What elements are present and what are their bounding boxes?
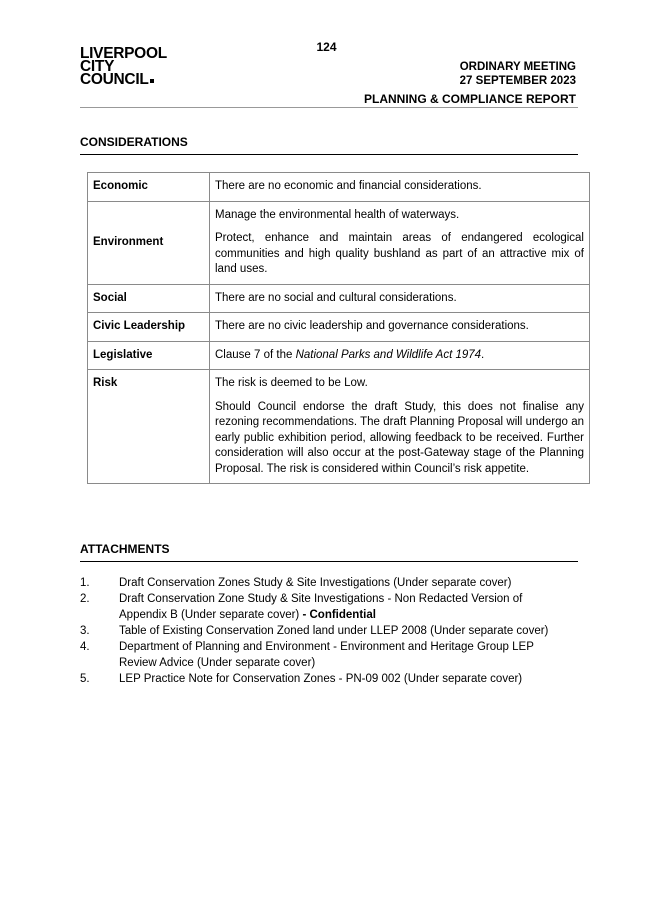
table-row [88, 201, 590, 284]
row-value [210, 370, 590, 484]
considerations-table [87, 172, 590, 484]
row-paragraph: Should Council endorse the draft Study, this does not finalise any rezoning recommendations. The draft Planning Proposal will undergo an early public exhibition period, allowing feedback to be received. Further consideration will also occur at the post-Gateway stage of the Planning Proposal. The risk is considered within Council’s risk appetite. [215, 400, 584, 475]
report-header [364, 60, 576, 106]
row-value [210, 284, 590, 313]
attachments-heading: ATTACHMENTS [80, 542, 578, 562]
item-number: 1. [80, 577, 90, 589]
row-label: Social [88, 284, 210, 313]
table-row [88, 341, 590, 370]
table-row [88, 370, 590, 484]
row-paragraph: Protect, enhance and maintain areas of endangered ecological communities and high quality bushland as part of an attractive mix of land uses. [215, 232, 584, 275]
row-paragraph: The risk is deemed to be Low. [215, 377, 368, 389]
logo-line-3: COUNCIL [80, 71, 149, 88]
row-value [210, 313, 590, 342]
list-item [80, 575, 570, 591]
row-value [210, 201, 590, 284]
table-row [88, 173, 590, 202]
row-label: Risk [88, 370, 210, 484]
row-label: Environment [88, 201, 210, 284]
table-row [88, 284, 590, 313]
item-number: 4. [80, 641, 90, 653]
row-value [210, 173, 590, 202]
report-title: PLANNING & COMPLIANCE REPORT [363, 92, 576, 106]
row-paragraph: There are no economic and financial considerations. [215, 180, 482, 192]
considerations-heading: CONSIDERATIONS [80, 135, 578, 155]
row-paragraph [215, 348, 584, 364]
act-name: National Parks and Wildlife Act 1974 [295, 348, 482, 361]
legislative-text-end: . [481, 348, 485, 361]
row-paragraph: There are no social and cultural considerations. [215, 291, 457, 304]
logo-dot-icon [150, 79, 154, 83]
meeting-type: ORDINARY MEETING [459, 61, 576, 73]
item-text: Draft Conservation Zone Study & Site Investigations - Non Redacted Version of Appendix B (Under separate cover) [119, 593, 523, 621]
table-row [88, 313, 590, 342]
item-text: Draft Conservation Zones Study & Site Investigations (Under separate cover) [119, 577, 512, 589]
list-item [80, 591, 570, 623]
row-value [210, 341, 590, 370]
item-number: 3. [80, 625, 90, 637]
item-number: 2. [80, 593, 90, 605]
header-divider [80, 107, 578, 108]
logo-line-1: LIVERPOOL [80, 45, 167, 62]
council-logo [80, 47, 167, 86]
item-text: LEP Practice Note for Conservation Zones - PN-09 002 (Under separate cover) [119, 673, 523, 685]
page-number: 124 [316, 40, 337, 54]
row-label: Legislative [88, 341, 210, 370]
row-paragraph: Manage the environmental health of waterways. [215, 208, 460, 221]
item-text: Table of Existing Conservation Zoned land under LLEP 2008 (Under separate cover) [119, 625, 549, 637]
legislative-text: Clause 7 of the [215, 348, 296, 361]
row-label: Civic Leadership [88, 313, 210, 342]
list-item [80, 623, 570, 639]
item-number: 5. [80, 673, 90, 685]
logo-line-2: CITY [80, 58, 115, 75]
attachments-list [80, 575, 570, 687]
row-paragraph: There are no civic leadership and governance considerations. [215, 320, 529, 332]
confidential-label: - Confidential [302, 609, 376, 621]
list-item [80, 639, 570, 671]
item-text: Department of Planning and Environment - Environment and Heritage Group LEP Review Advice (Under separate cover) [119, 641, 534, 669]
row-label: Economic [88, 173, 210, 202]
meeting-date: 27 SEPTEMBER 2023 [459, 75, 576, 87]
list-item [80, 671, 570, 687]
